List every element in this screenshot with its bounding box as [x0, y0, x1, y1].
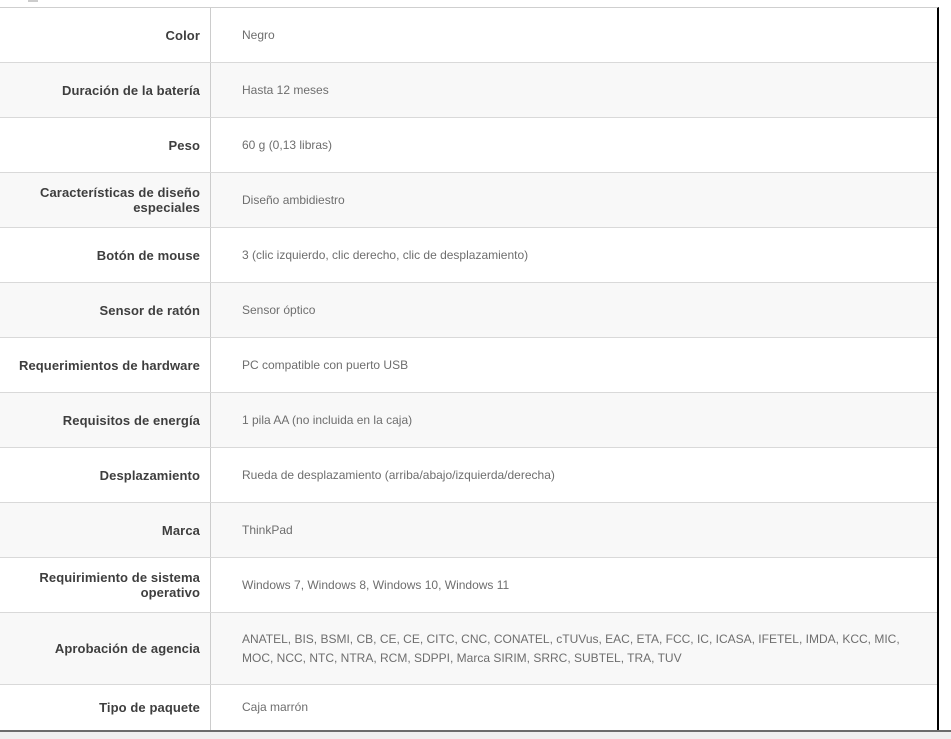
spec-label: Marca	[0, 503, 211, 557]
spec-value: Windows 7, Windows 8, Windows 10, Windows 11	[242, 577, 510, 592]
spec-value: 3 (clic izquierdo, clic derecho, clic de desplazamiento)	[242, 247, 529, 262]
spec-row	[0, 393, 937, 448]
spec-label: Tipo de paquete	[0, 685, 211, 730]
spec-row	[0, 503, 937, 558]
spec-label: Color	[0, 8, 211, 62]
spec-value: PC compatible con puerto USB	[242, 357, 409, 372]
spec-value: Hasta 12 meses	[242, 82, 329, 97]
spec-row	[0, 283, 937, 338]
spec-label: Requisitos de energía	[0, 393, 211, 447]
spec-label: Requerimientos de hardware	[0, 338, 211, 392]
spec-label: Características de diseño especiales	[0, 173, 211, 227]
spec-label: Peso	[0, 118, 211, 172]
spec-label: Duración de la batería	[0, 63, 211, 117]
spec-value: Diseño ambidiestro	[242, 192, 345, 207]
spec-value: Sensor óptico	[242, 302, 316, 317]
spec-label: Sensor de ratón	[0, 283, 211, 337]
product-spec-table	[0, 7, 939, 730]
spec-row	[0, 338, 937, 393]
spec-row	[0, 685, 937, 730]
spec-value: ThinkPad	[242, 522, 293, 537]
next-section-band	[0, 732, 951, 739]
spec-label: Desplazamiento	[0, 448, 211, 502]
spec-row	[0, 228, 937, 283]
spec-value: Caja marrón	[242, 700, 309, 714]
spec-row	[0, 558, 937, 613]
spec-row	[0, 173, 937, 228]
spec-row	[0, 63, 937, 118]
spec-row	[0, 613, 937, 685]
spec-value: ANATEL, BIS, BSMI, CB, CE, CE, CITC, CNC, CONATEL, cTUVus, EAC, ETA, FCC, IC, ICASA, IFETEL, IMDA, KCC, MIC, MOC, NCC, NTC, NTRA, RCM, SDPPI, Marca SIRIM, SRRC, SUBTEL, TRA, TUV	[242, 631, 900, 665]
spec-row	[0, 118, 937, 173]
spec-row	[0, 8, 937, 63]
spec-value: Negro	[242, 27, 275, 42]
spec-value: Rueda de desplazamiento (arriba/abajo/izquierda/derecha)	[242, 467, 555, 482]
spec-label: Aprobación de agencia	[0, 613, 211, 684]
spec-row	[0, 448, 937, 503]
spec-value: 1 pila AA (no incluida en la caja)	[242, 412, 413, 427]
spec-value: 60 g (0,13 libras)	[242, 137, 333, 152]
spec-label: Botón de mouse	[0, 228, 211, 282]
cropped-element-fragment	[28, 0, 38, 2]
spec-label: Requirimiento de sistema operativo	[0, 558, 211, 612]
